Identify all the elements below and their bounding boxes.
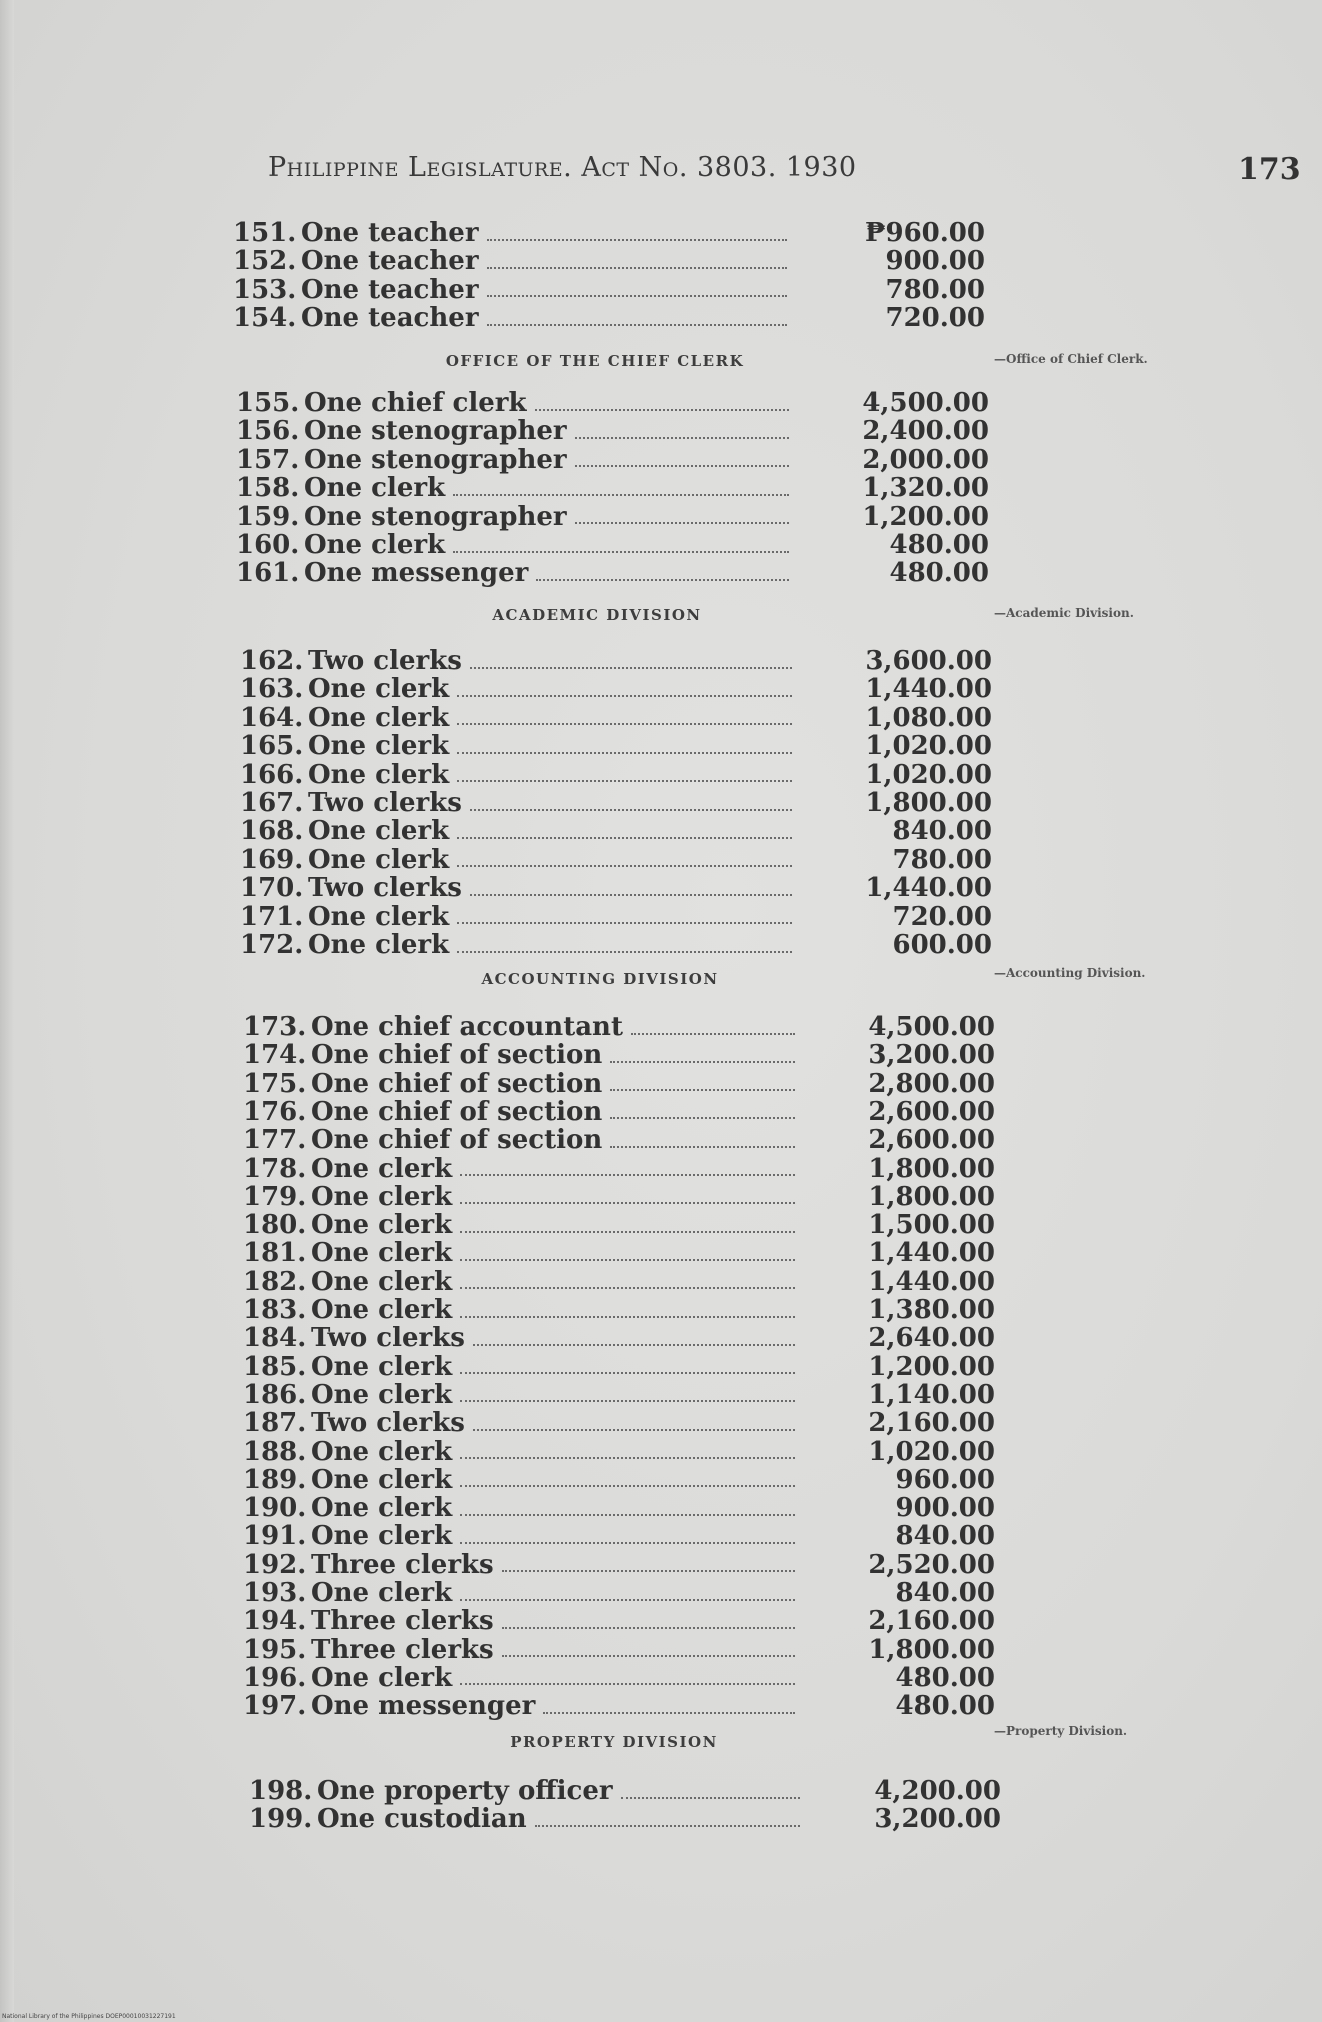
item-description: One chief accountant	[311, 1012, 623, 1042]
item-amount: 960.00	[895, 1464, 995, 1495]
item-number: 174.	[243, 1040, 307, 1071]
item-description: One stenographer	[304, 444, 567, 475]
line-item	[243, 1550, 803, 1579]
item-description: One clerk	[308, 901, 450, 932]
item-number: 152.	[233, 246, 297, 277]
item-amount: 1,320.00	[862, 473, 989, 504]
scan-credit: National Library of the Philippines DOEP00010031227191	[2, 2013, 176, 2020]
line-item	[243, 1437, 803, 1466]
item-number: 159.	[236, 501, 300, 532]
line-item	[243, 1380, 803, 1409]
line-item	[243, 1663, 803, 1692]
line-item	[240, 930, 800, 959]
margin-note: —Office of Chief Clerk.	[994, 352, 1148, 366]
item-description: One clerk	[304, 530, 446, 560]
dot-leader	[502, 1623, 795, 1629]
item-amount: 780.00	[885, 274, 985, 305]
line-item	[243, 1408, 803, 1437]
item-amount: 1,800.00	[868, 1181, 995, 1212]
item-description: One teacher	[301, 246, 479, 277]
item-description: One chief of section	[311, 1096, 603, 1127]
item-number: 151.	[233, 218, 297, 248]
item-description: Three clerks	[311, 1549, 494, 1580]
item-number: 195.	[243, 1634, 307, 1665]
line-item	[243, 1691, 803, 1720]
dot-leader	[460, 1396, 795, 1402]
dot-leader	[460, 1227, 795, 1233]
item-description: One clerk	[311, 1181, 453, 1212]
item-number: 175.	[243, 1068, 307, 1099]
item-number: 178.	[243, 1153, 307, 1184]
item-description: Two clerks	[308, 788, 462, 818]
item-amount: 3,200.00	[868, 1040, 995, 1071]
item-number: 188.	[243, 1436, 307, 1467]
line-item	[240, 902, 800, 931]
item-number: 160.	[236, 530, 300, 560]
line-item	[243, 1578, 803, 1607]
item-amount: 900.00	[895, 1493, 995, 1524]
dot-leader	[487, 291, 787, 297]
item-amount: 2,160.00	[868, 1408, 995, 1439]
page-number: 173	[1238, 152, 1301, 187]
item-description: One messenger	[311, 1691, 536, 1722]
item-number: 194.	[243, 1606, 307, 1637]
item-description: One teacher	[301, 303, 479, 334]
line-item	[233, 218, 795, 247]
item-description: One clerk	[308, 844, 450, 875]
item-description: One chief of section	[311, 1125, 603, 1156]
item-amount: 1,500.00	[868, 1210, 995, 1241]
dot-leader	[487, 263, 787, 269]
item-description: One clerk	[304, 473, 446, 504]
item-number: 171.	[240, 901, 304, 932]
line-item	[243, 1012, 803, 1041]
line-item	[240, 674, 800, 703]
item-description: One clerk	[311, 1521, 453, 1552]
item-amount: 4,500.00	[862, 388, 989, 418]
section-heading: ACADEMIC DIVISION	[492, 606, 702, 624]
line-item	[240, 816, 800, 845]
item-amount: 1,440.00	[868, 1238, 995, 1269]
item-description: One clerk	[311, 1436, 453, 1467]
dot-leader	[535, 1821, 800, 1827]
dot-leader	[453, 547, 789, 553]
item-number: 179.	[243, 1181, 307, 1212]
item-amount: 2,160.00	[868, 1606, 995, 1637]
line-item	[243, 1606, 803, 1635]
margin-note: —Property Division.	[994, 1724, 1128, 1738]
line-item	[233, 275, 795, 304]
item-amount: 2,400.00	[862, 416, 989, 447]
item-amount: 1,020.00	[865, 759, 992, 790]
line-item	[243, 1295, 803, 1324]
dot-leader	[457, 776, 792, 782]
dot-leader	[621, 1793, 800, 1799]
dot-leader	[473, 1425, 795, 1431]
item-number: 181.	[243, 1238, 307, 1269]
dot-leader	[487, 235, 787, 241]
dot-leader	[460, 1255, 795, 1261]
item-amount: 1,440.00	[865, 674, 992, 705]
item-number: 180.	[243, 1210, 307, 1241]
item-description: One clerk	[311, 1351, 453, 1382]
item-amount: 2,520.00	[868, 1549, 995, 1580]
dot-leader	[460, 1283, 795, 1289]
item-description: One clerk	[311, 1153, 453, 1184]
item-amount: 1,200.00	[862, 501, 989, 532]
item-description: One chief of section	[311, 1040, 603, 1071]
dot-leader	[460, 1170, 795, 1176]
section-heading: PROPERTY DIVISION	[510, 1733, 718, 1751]
dot-leader	[453, 490, 789, 496]
item-number: 189.	[243, 1464, 307, 1495]
dot-leader	[457, 861, 792, 867]
dot-leader	[460, 1538, 795, 1544]
item-number: 157.	[236, 444, 300, 475]
line-item	[240, 646, 800, 675]
item-amount: 1,200.00	[868, 1351, 995, 1382]
line-item	[240, 788, 800, 817]
dot-leader	[460, 1510, 795, 1516]
dot-leader	[460, 1368, 795, 1374]
line-item	[243, 1182, 803, 1211]
dot-leader	[575, 433, 789, 439]
item-description: One clerk	[311, 1578, 453, 1608]
line-item	[240, 731, 800, 760]
item-amount: 720.00	[892, 901, 992, 932]
item-amount: 600.00	[892, 930, 992, 960]
item-number: 169.	[240, 844, 304, 875]
section-heading: OFFICE OF THE CHIEF CLERK	[445, 352, 745, 370]
item-amount: 780.00	[892, 844, 992, 875]
item-number: 191.	[243, 1521, 307, 1552]
item-amount: 480.00	[889, 558, 989, 589]
line-item	[240, 760, 800, 789]
item-description: Two clerks	[308, 646, 462, 676]
item-number: 158.	[236, 473, 300, 504]
line-item	[243, 1493, 803, 1522]
item-amount: 480.00	[889, 530, 989, 560]
item-number: 170.	[240, 873, 304, 904]
margin-note: —Accounting Division.	[994, 966, 1146, 980]
line-item	[243, 1069, 803, 1098]
item-amount: 480.00	[895, 1662, 995, 1693]
item-number: 163.	[240, 674, 304, 705]
line-item	[240, 703, 800, 732]
item-amount: 1,080.00	[865, 702, 992, 733]
dot-leader	[575, 518, 789, 524]
item-description: One clerk	[311, 1379, 453, 1410]
dot-leader	[457, 947, 792, 953]
dot-leader	[457, 691, 792, 697]
item-amount: 1,140.00	[868, 1379, 995, 1410]
dot-leader	[470, 805, 792, 811]
item-number: 154.	[233, 303, 297, 334]
line-item	[243, 1125, 803, 1154]
line-item	[240, 873, 800, 902]
line-item	[236, 473, 797, 502]
line-item	[236, 388, 797, 417]
dot-leader	[610, 1113, 795, 1119]
dot-leader	[457, 719, 792, 725]
item-number: 155.	[236, 388, 300, 418]
margin-note: —Academic Division.	[994, 606, 1134, 620]
line-item	[243, 1465, 803, 1494]
dot-leader	[473, 1340, 795, 1346]
item-amount: 2,000.00	[862, 444, 989, 475]
item-amount: 720.00	[885, 303, 985, 334]
item-description: One chief of section	[311, 1068, 603, 1099]
item-number: 199.	[249, 1804, 313, 1835]
item-amount: ₱960.00	[864, 218, 985, 248]
item-amount: 1,440.00	[865, 873, 992, 904]
dot-leader	[457, 748, 792, 754]
item-amount: 3,600.00	[865, 646, 992, 676]
item-number: 166.	[240, 759, 304, 790]
dot-leader	[535, 405, 790, 411]
item-amount: 2,600.00	[868, 1125, 995, 1156]
item-description: One clerk	[311, 1238, 453, 1269]
item-number: 186.	[243, 1379, 307, 1410]
dot-leader	[460, 1198, 795, 1204]
item-amount: 2,640.00	[868, 1323, 995, 1354]
line-item	[236, 445, 797, 474]
item-amount: 2,600.00	[868, 1096, 995, 1127]
line-item	[249, 1776, 808, 1805]
item-number: 187.	[243, 1408, 307, 1439]
dot-leader	[543, 1708, 795, 1714]
dot-leader	[610, 1085, 795, 1091]
item-number: 165.	[240, 731, 304, 762]
item-number: 192.	[243, 1549, 307, 1580]
item-description: Three clerks	[311, 1606, 494, 1637]
line-item	[243, 1635, 803, 1664]
item-amount: 1,800.00	[868, 1634, 995, 1665]
dot-leader	[457, 833, 792, 839]
item-amount: 1,800.00	[868, 1153, 995, 1184]
item-number: 183.	[243, 1295, 307, 1325]
item-number: 185.	[243, 1351, 307, 1382]
item-description: Two clerks	[311, 1323, 465, 1354]
dot-leader	[460, 1481, 795, 1487]
item-description: One clerk	[311, 1266, 453, 1297]
line-item	[236, 416, 797, 445]
line-item	[233, 246, 795, 275]
running-head: Philippine Legislature. Act No. 3803. 1930	[268, 152, 857, 183]
item-number: 177.	[243, 1125, 307, 1156]
item-number: 190.	[243, 1493, 307, 1524]
item-description: One custodian	[317, 1804, 527, 1835]
item-amount: 1,020.00	[868, 1436, 995, 1467]
dot-leader	[460, 1595, 795, 1601]
line-item	[243, 1521, 803, 1550]
line-item	[243, 1267, 803, 1296]
item-number: 164.	[240, 702, 304, 733]
dot-leader	[502, 1651, 795, 1657]
item-description: One clerk	[308, 816, 450, 847]
item-description: Two clerks	[308, 873, 462, 904]
line-item	[236, 502, 797, 531]
dot-leader	[610, 1142, 795, 1148]
dot-leader	[470, 663, 792, 669]
item-amount: 1,020.00	[865, 731, 992, 762]
line-item	[243, 1323, 803, 1352]
item-number: 173.	[243, 1012, 307, 1042]
dot-leader	[536, 575, 789, 581]
line-item	[233, 303, 795, 332]
item-description: Two clerks	[311, 1408, 465, 1439]
item-number: 153.	[233, 274, 297, 305]
item-description: One clerk	[311, 1493, 453, 1524]
dot-leader	[460, 1453, 795, 1459]
section-heading: ACCOUNTING DIVISION	[481, 970, 719, 988]
item-number: 172.	[240, 930, 304, 960]
item-amount: 1,800.00	[865, 788, 992, 818]
item-number: 184.	[243, 1323, 307, 1354]
dot-leader	[460, 1312, 795, 1318]
item-number: 176.	[243, 1096, 307, 1127]
item-number: 161.	[236, 558, 300, 589]
item-description: One clerk	[308, 759, 450, 790]
dot-leader	[457, 918, 792, 924]
line-item	[243, 1352, 803, 1381]
item-description: One clerk	[308, 731, 450, 762]
item-number: 167.	[240, 788, 304, 818]
line-item	[243, 1210, 803, 1239]
item-description: One teacher	[301, 274, 479, 305]
line-item	[243, 1238, 803, 1267]
item-description: One stenographer	[304, 501, 567, 532]
dot-leader	[460, 1679, 795, 1685]
item-amount: 840.00	[892, 816, 992, 847]
dot-leader	[575, 461, 789, 467]
item-description: One messenger	[304, 558, 529, 589]
page-binding-edge	[0, 0, 14, 2022]
item-number: 168.	[240, 816, 304, 847]
item-description: Three clerks	[311, 1634, 494, 1665]
line-item	[243, 1154, 803, 1183]
dot-leader	[610, 1057, 795, 1063]
item-amount: 4,200.00	[874, 1776, 1001, 1806]
item-number: 182.	[243, 1266, 307, 1297]
item-description: One clerk	[308, 674, 450, 705]
dot-leader	[631, 1029, 795, 1035]
line-item	[243, 1097, 803, 1126]
item-amount: 840.00	[895, 1521, 995, 1552]
item-description: One clerk	[311, 1210, 453, 1241]
item-description: One clerk	[308, 930, 450, 960]
item-amount: 1,440.00	[868, 1266, 995, 1297]
item-amount: 2,800.00	[868, 1068, 995, 1099]
dot-leader	[487, 320, 787, 326]
item-number: 156.	[236, 416, 300, 447]
item-description: One property officer	[317, 1776, 613, 1806]
item-description: One clerk	[311, 1464, 453, 1495]
item-description: One teacher	[301, 218, 479, 248]
item-number: 196.	[243, 1662, 307, 1693]
line-item	[240, 845, 800, 874]
item-description: One chief clerk	[304, 388, 527, 418]
line-item	[236, 558, 797, 587]
item-number: 198.	[249, 1776, 313, 1806]
item-amount: 840.00	[895, 1578, 995, 1608]
item-description: One clerk	[311, 1662, 453, 1693]
item-number: 193.	[243, 1578, 307, 1608]
item-amount: 1,380.00	[868, 1295, 995, 1325]
line-item	[243, 1040, 803, 1069]
line-item	[249, 1804, 808, 1833]
item-description: One clerk	[308, 702, 450, 733]
item-description: One stenographer	[304, 416, 567, 447]
dot-leader	[470, 890, 792, 896]
item-amount: 3,200.00	[874, 1804, 1001, 1835]
item-amount: 4,500.00	[868, 1012, 995, 1042]
item-amount: 480.00	[895, 1691, 995, 1722]
item-amount: 900.00	[885, 246, 985, 277]
dot-leader	[502, 1566, 795, 1572]
line-item	[236, 530, 797, 559]
item-number: 162.	[240, 646, 304, 676]
item-description: One clerk	[311, 1295, 453, 1325]
item-number: 197.	[243, 1691, 307, 1722]
